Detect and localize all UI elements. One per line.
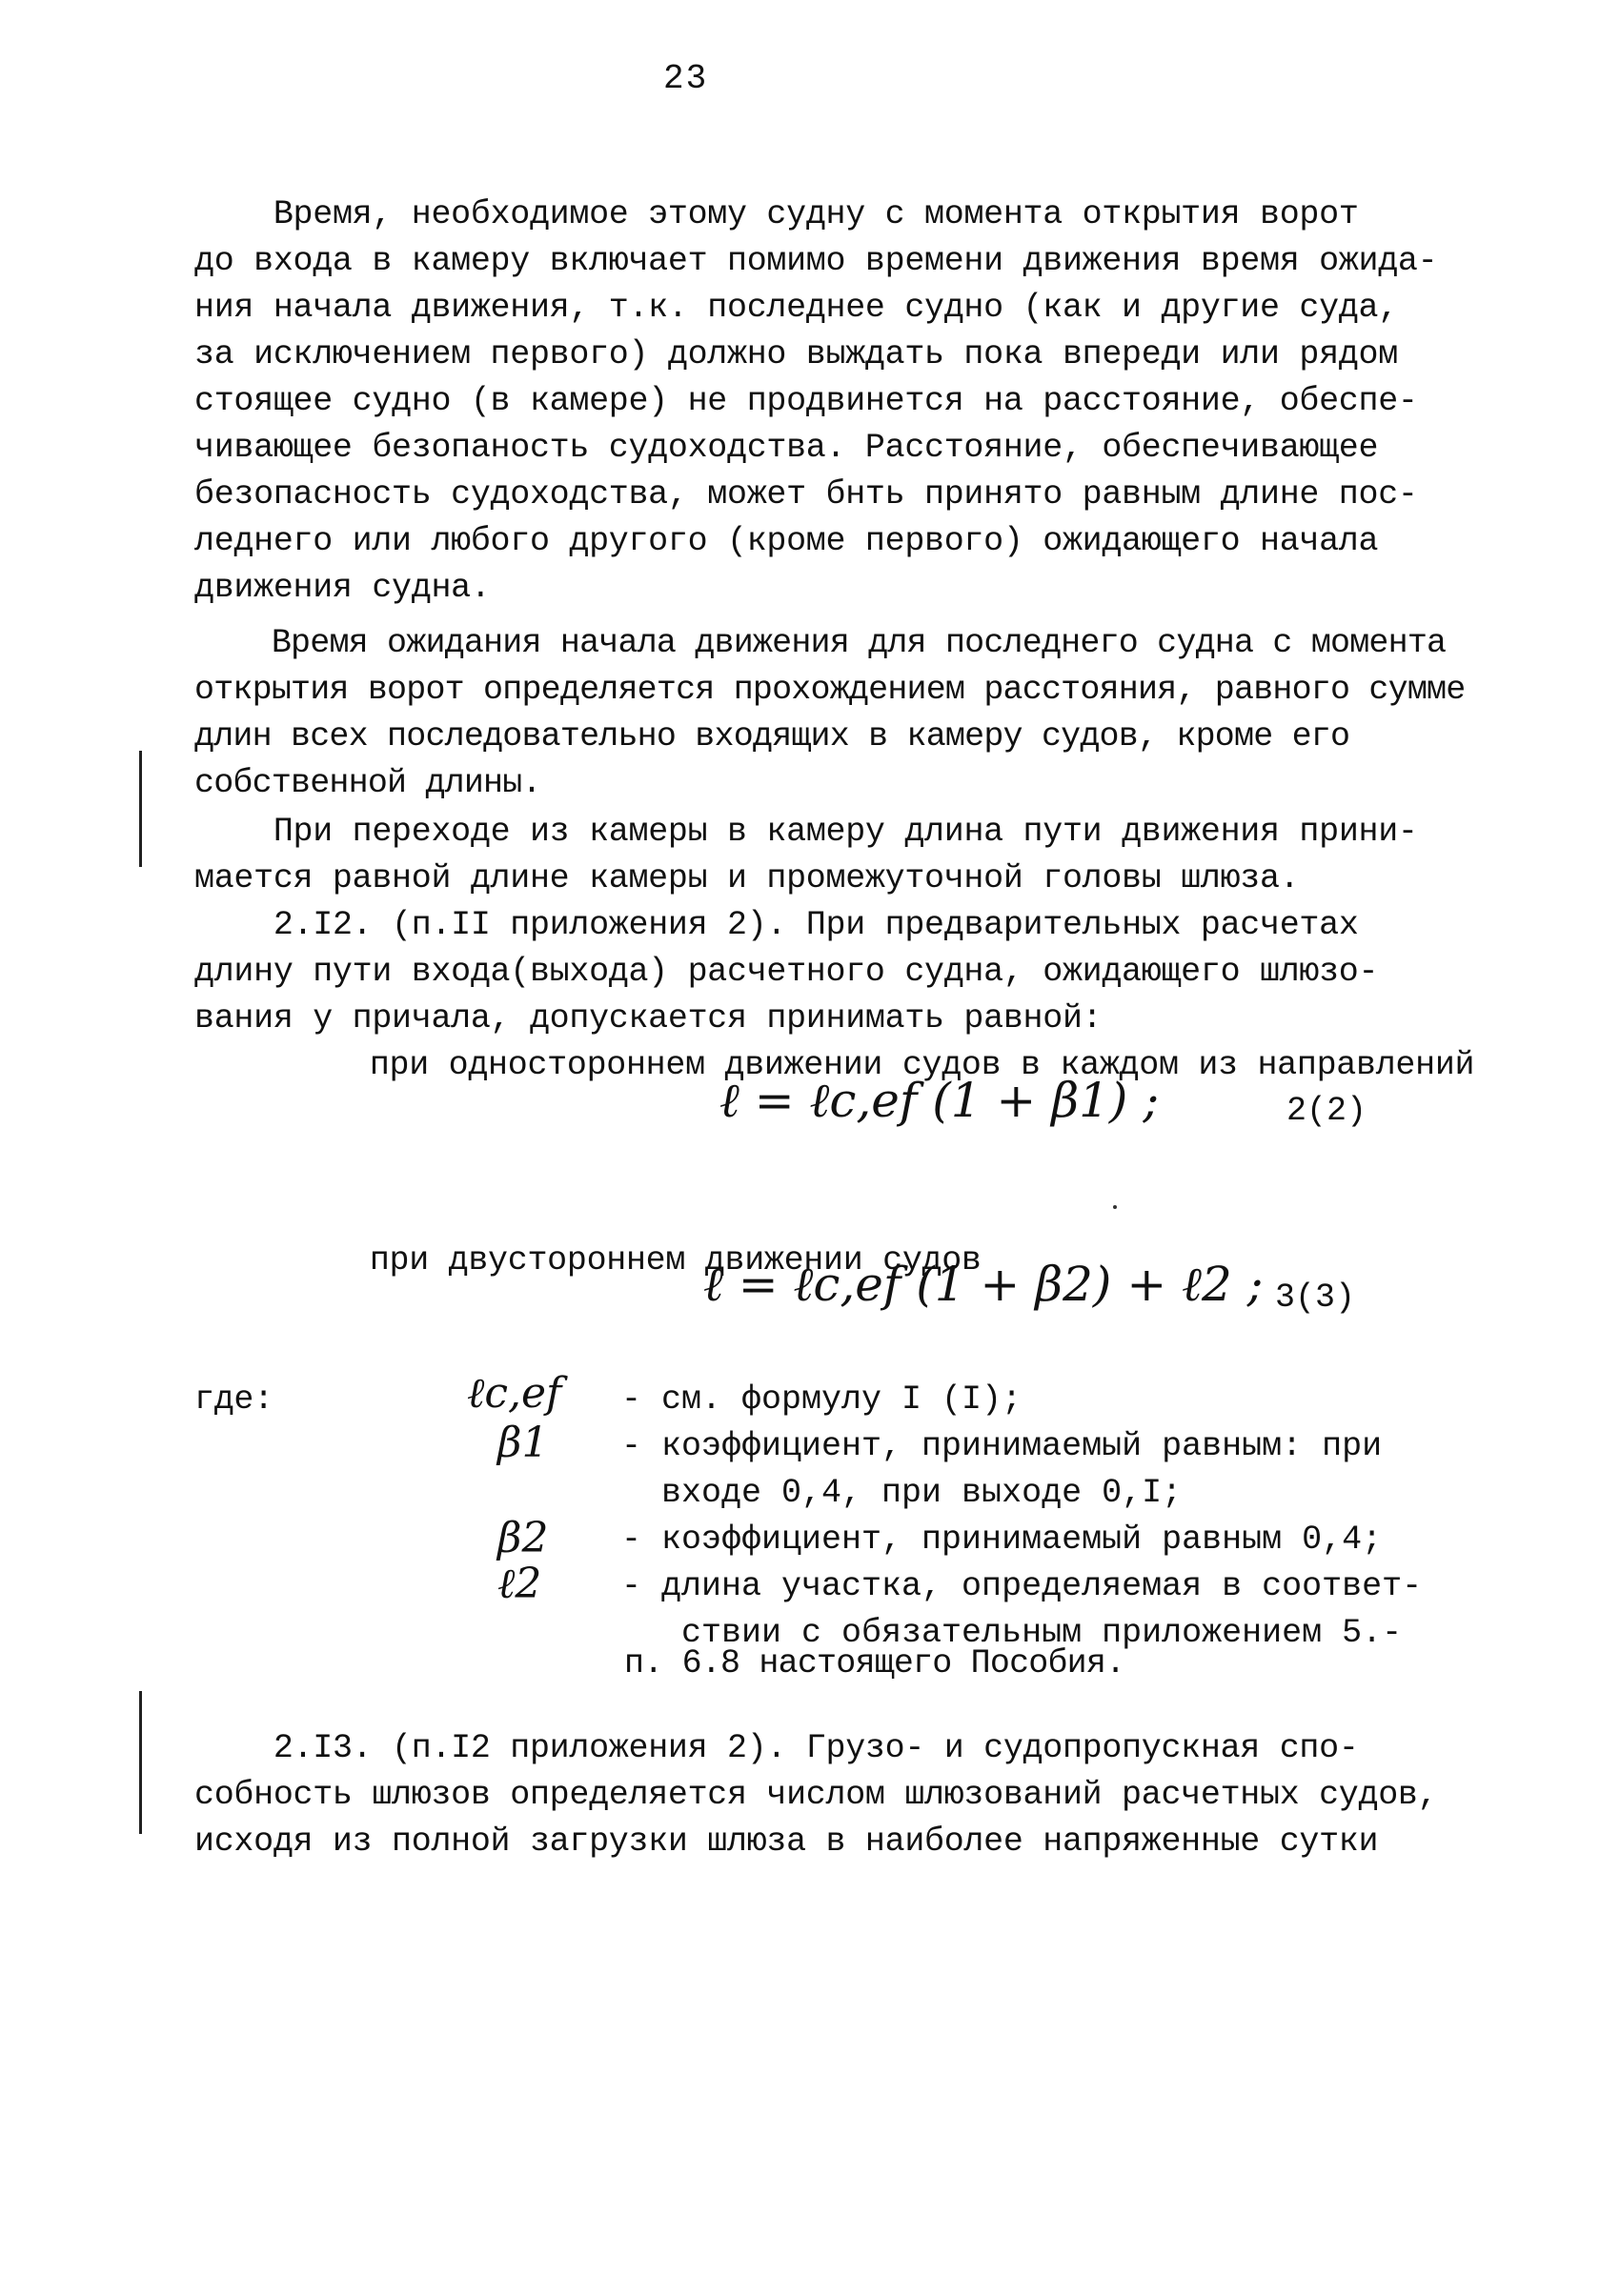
symbol-l-2: ℓ2 [497, 1560, 542, 1608]
formula-2: ℓ = ℓc,ef (1 + β1) ; [719, 1073, 1160, 1128]
definition-4: - длина участка, определяемая в соответ- ствии с обязательным приложением 5.- [621, 1567, 1423, 1652]
definition-4-tail: п. 6.8 настоящего Пособия. [624, 1644, 1125, 1682]
where-label: где: [194, 1380, 273, 1419]
symbol-beta-1: β1 [497, 1419, 549, 1467]
margin-mark-1 [139, 751, 142, 867]
paragraph-6-text: при двустороннем движении судов [369, 1241, 982, 1279]
definition-2: - коэффициент, принимаемый равным: при входе 0,4, при выходе 0,I; [621, 1427, 1383, 1512]
definition-1: - см. формулу I (I); [621, 1380, 1023, 1419]
page-number: 23 [663, 59, 709, 98]
formula-3-number: 3(3) [1275, 1279, 1356, 1317]
definition-3: - коэффициент, принимаемый равным 0,4; [621, 1521, 1383, 1559]
margin-mark-2 [139, 1691, 142, 1834]
paragraph-3-text: При переходе из камеры в камеру длина пути движения прини- мается равной длине камеры и промежуточной головы шлюза. [194, 813, 1418, 897]
paragraph-1-text: Время, необходимое этому судну с момента открытия ворот до входа в камеру включает помимо времени движения время ожида- ния начала движения, т.к. последнее судно (как и другие суда, за исключением первого) должно выждать пока впереди или рядом стоящее судно (в камере) не продвинется на расстояние, обеспе- чивающее безопаность судоходства. Расстояние, обеспечивающее безопасность судоходства, может бнть принято равным длине пос- леднего или любого другого (кроме первого) ожидающего начала движения судна. [194, 195, 1438, 607]
symbol-beta-2: β2 [497, 1514, 549, 1562]
paragraph-4-text: 2.I2. (п.II приложения 2). При предварительных расчетах длину пути входа(выхода) расчетного судна, ожидающего шлюзо- вания у причала, допускается принимать равной: [194, 906, 1379, 1037]
formula-2-number: 2(2) [1286, 1092, 1367, 1130]
paragraph-7-text: 2.I3. (п.I2 приложения 2). Грузо- и судопропускная спо- собность шлюзов определяется числом шлюзований расчетных судов, исходя из полной загрузки шлюза в наиболее напряженные сутки [194, 1729, 1438, 1861]
paragraph-5-text: при одностороннем движении судов в каждом из направлений [369, 1046, 1475, 1084]
paragraph-7 [194, 1679, 1438, 1912]
symbol-l-c-ef: ℓc,ef [467, 1369, 562, 1418]
speck [1113, 1205, 1117, 1209]
formula-3: ℓ = ℓc,ef (1 + β2) + ℓ2 ; [703, 1257, 1264, 1312]
paragraph-2-text: Время ожидания начала движения для последнего судна с момента открытия ворот определяется прохождением расстояния, равного сумме длин всех последовательно входящих в камеру судов, кроме его собственной длины. [194, 624, 1466, 802]
